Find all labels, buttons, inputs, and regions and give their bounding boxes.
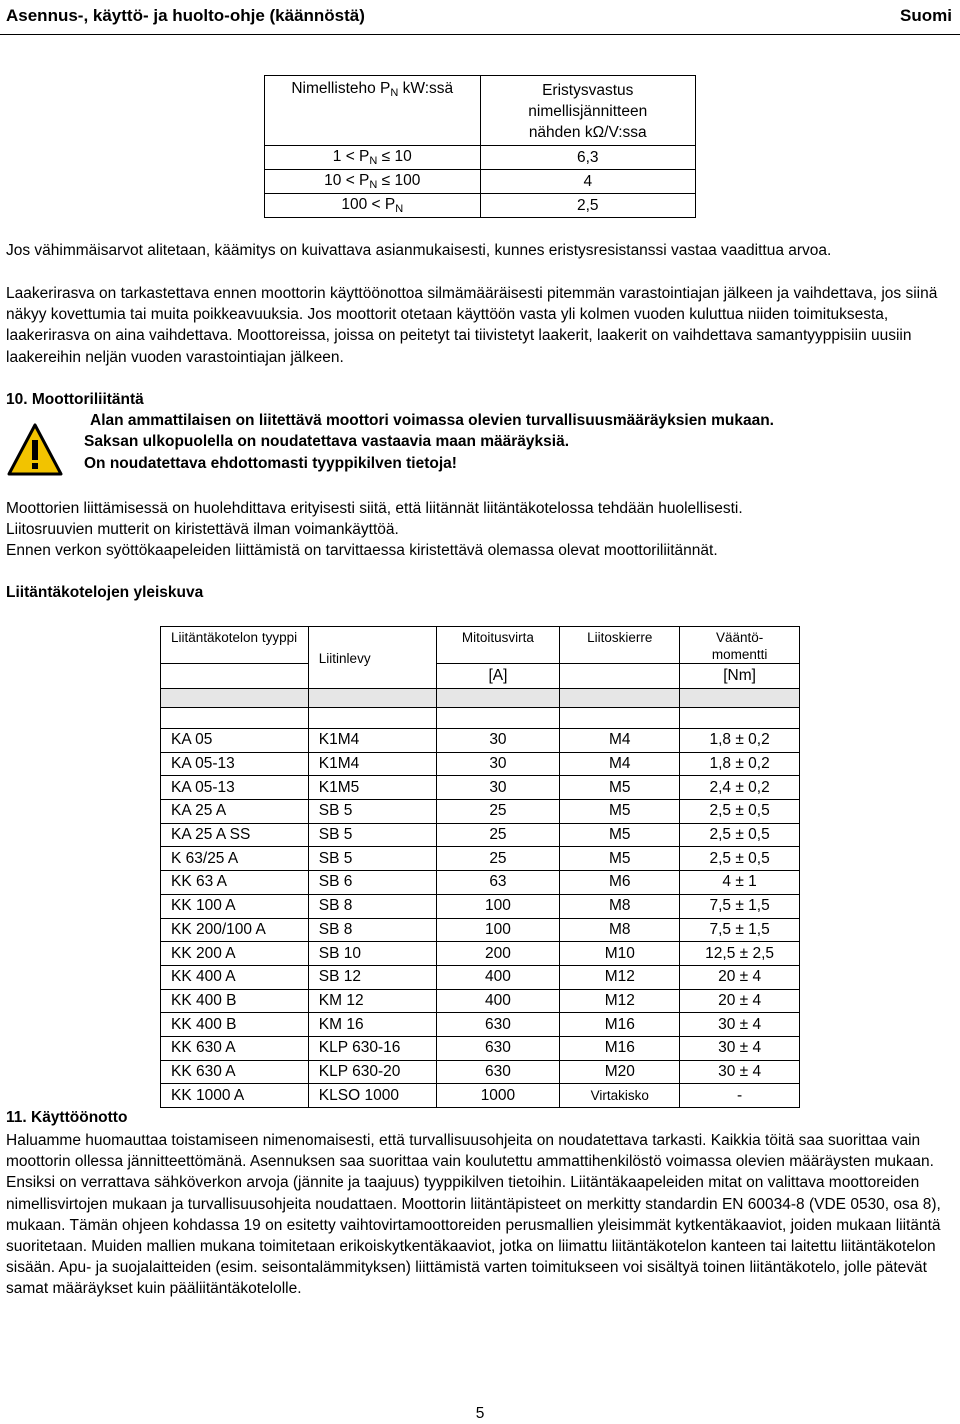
thread-cell: M12 xyxy=(560,989,680,1013)
empty-cell xyxy=(436,708,560,729)
empty-cell xyxy=(436,689,560,708)
power-a: 1 < P xyxy=(332,148,370,165)
thread-cell: M4 xyxy=(560,729,680,753)
power-op: ≤ xyxy=(377,148,395,165)
table-row xyxy=(161,1013,800,1037)
resistance-cell: 2,5 xyxy=(480,194,696,218)
current-cell: 630 xyxy=(436,1036,560,1060)
header-title: Asennus-, käyttö- ja huolto-ohje (käännöstä) xyxy=(6,6,365,25)
header-current-unit: [A] xyxy=(436,664,560,689)
current-cell: 200 xyxy=(436,942,560,966)
table-row xyxy=(161,847,800,871)
torque-cell: 12,5 ± 2,5 xyxy=(680,942,800,966)
page-header xyxy=(0,0,960,35)
current-cell: 100 xyxy=(436,918,560,942)
current-cell: 630 xyxy=(436,1013,560,1037)
table-row xyxy=(265,194,696,218)
table-header-unit-row xyxy=(161,664,800,689)
current-cell: 100 xyxy=(436,894,560,918)
paragraph-min-values: Jos vähimmäisarvot alitetaan, käämitys on kuivattava asianmukaisesti, kunnes eristysresistanssi vastaa vaadittua arvoa. xyxy=(6,242,832,259)
header-torque-line: Vääntö- xyxy=(715,630,764,645)
warning-line: Alan ammattilaisen on liitettävä moottori voimassa olevien turvallisuusmääräyksien mukaan. xyxy=(90,412,774,429)
header-cell-power xyxy=(265,76,481,146)
power-b: 10 xyxy=(394,148,412,165)
plate-cell: KLP 630-16 xyxy=(308,1036,436,1060)
table-row xyxy=(161,752,800,776)
table-spacer-row xyxy=(161,708,800,729)
torque-cell: 30 ± 4 xyxy=(680,1060,800,1084)
plate-cell: SB 8 xyxy=(308,894,436,918)
type-cell: KK 200 A xyxy=(161,942,309,966)
thread-cell: Virtakisko xyxy=(560,1084,680,1108)
plate-cell: KLP 630-20 xyxy=(308,1060,436,1084)
power-sub: N xyxy=(395,203,404,215)
plate-cell: K1M4 xyxy=(308,752,436,776)
table-row xyxy=(265,146,696,170)
type-cell: KK 400 B xyxy=(161,1013,309,1037)
header-resistance-line: Eristysvastus xyxy=(542,82,634,99)
torque-cell: 7,5 ± 1,5 xyxy=(680,918,800,942)
text-line: Liitosruuvien mutterit on kiristettävä ilman voimankäyttöä. xyxy=(6,521,399,539)
table-row xyxy=(161,823,800,847)
thread-cell: M5 xyxy=(560,847,680,871)
torque-cell: 2,5 ± 0,5 xyxy=(680,823,800,847)
empty-cell xyxy=(161,664,309,689)
table-separator-row xyxy=(161,689,800,708)
insulation-resistance-table xyxy=(264,75,696,218)
plate-cell: SB 5 xyxy=(308,847,436,871)
plate-cell: SB 5 xyxy=(308,800,436,824)
header-current: Mitoitusvirta xyxy=(436,627,560,664)
thread-cell: M4 xyxy=(560,752,680,776)
current-cell: 30 xyxy=(436,752,560,776)
header-torque-line: momentti xyxy=(711,647,768,662)
section-11-title: 11. Käyttöönotto xyxy=(6,1109,128,1126)
warning-text-block xyxy=(84,410,774,474)
header-type: Liitäntäkotelon tyyppi xyxy=(161,627,309,664)
thread-cell: M12 xyxy=(560,965,680,989)
type-cell: KA 05-13 xyxy=(161,776,309,800)
header-plate: Liitinlevy xyxy=(308,627,436,689)
power-b: 100 xyxy=(394,172,421,189)
type-cell: KK 200/100 A xyxy=(161,918,309,942)
torque-cell: 2,4 ± 0,2 xyxy=(680,776,800,800)
type-cell: K 63/25 A xyxy=(161,847,309,871)
current-cell: 63 xyxy=(436,871,560,895)
torque-cell: 7,5 ± 1,5 xyxy=(680,894,800,918)
paragraph-bearing-grease: Laakerirasva on tarkastettava ennen moottorin käyttöönottoa silmämääräisesti pitemmän varastointiajan jälkeen ja vaihdettava, jos siinä näkyy kovettumia tai muita poikkeavuuksia. Jos moottorit otetaan käyttöön vasta yli kolmen vuoden kuluttua niiden toimituksesta, laakerirasva on aina vaihdettava. Moottoreissa, joissa on peitetyt tai tiivistetyt laakerit, laakerit on vaihdettava samantyyppisiin uusiin laakereihin neljän vuoden varastointiajan jälkeen. xyxy=(6,285,938,366)
type-cell: KK 63 A xyxy=(161,871,309,895)
power-op: ≤ xyxy=(377,172,395,189)
current-cell: 30 xyxy=(436,776,560,800)
header-power-sub: N xyxy=(390,87,399,99)
empty-cell xyxy=(308,708,436,729)
power-cell xyxy=(265,194,481,218)
type-cell: KK 1000 A xyxy=(161,1084,309,1108)
torque-cell: - xyxy=(680,1084,800,1108)
empty-cell xyxy=(680,689,800,708)
header-thread: Liitoskierre xyxy=(560,627,680,664)
thread-cell: M16 xyxy=(560,1036,680,1060)
plate-cell: SB 6 xyxy=(308,871,436,895)
current-cell: 25 xyxy=(436,847,560,871)
text-line: Moottorien liittämisessä on huolehdittava erityisesti siitä, että liitännät liitäntäkotelossa tehdään huolellisesti. xyxy=(6,500,743,517)
warning-line: On noudatettava ehdottomasti tyyppikilven tietoja! xyxy=(84,454,457,472)
plate-cell: SB 5 xyxy=(308,823,436,847)
torque-cell: 20 ± 4 xyxy=(680,965,800,989)
thread-cell: M10 xyxy=(560,942,680,966)
table-row xyxy=(161,871,800,895)
table-header-row xyxy=(265,76,696,146)
terminal-box-rows xyxy=(161,729,800,1108)
power-sub: N xyxy=(369,155,378,167)
header-torque-unit: [Nm] xyxy=(680,664,800,689)
current-cell: 1000 xyxy=(436,1084,560,1108)
type-cell: KK 100 A xyxy=(161,894,309,918)
table-row xyxy=(161,1060,800,1084)
table-row xyxy=(161,776,800,800)
table-row xyxy=(161,729,800,753)
empty-cell xyxy=(308,689,436,708)
plate-cell: K1M5 xyxy=(308,776,436,800)
table-header-row xyxy=(161,627,800,664)
current-cell: 400 xyxy=(436,965,560,989)
warning-line: Saksan ulkopuolella on noudatettava vastaavia maan määräyksiä. xyxy=(84,433,570,451)
torque-cell: 1,8 ± 0,2 xyxy=(680,729,800,753)
torque-cell: 30 ± 4 xyxy=(680,1013,800,1037)
table-row xyxy=(265,170,696,194)
table-row xyxy=(161,1084,800,1108)
table-row xyxy=(161,894,800,918)
header-cell-resistance xyxy=(480,76,696,146)
current-cell: 30 xyxy=(436,729,560,753)
type-cell: KK 400 B xyxy=(161,989,309,1013)
empty-cell xyxy=(560,689,680,708)
table-row xyxy=(161,1036,800,1060)
header-resistance-line: nimellisjännitteen xyxy=(528,103,648,120)
thread-cell: M16 xyxy=(560,1013,680,1037)
empty-cell xyxy=(560,664,680,689)
thread-cell: M6 xyxy=(560,871,680,895)
torque-cell: 20 ± 4 xyxy=(680,989,800,1013)
thread-cell: M20 xyxy=(560,1060,680,1084)
thread-cell: M5 xyxy=(560,800,680,824)
table-row xyxy=(161,918,800,942)
type-cell: KK 630 A xyxy=(161,1036,309,1060)
plate-cell: K1M4 xyxy=(308,729,436,753)
header-torque xyxy=(680,627,800,664)
overview-title: Liitäntäkotelojen yleiskuva xyxy=(6,584,204,601)
current-cell: 630 xyxy=(436,1060,560,1084)
resistance-cell: 6,3 xyxy=(480,146,696,170)
type-cell: KA 25 A xyxy=(161,800,309,824)
header-resistance-line: nähden kΩ/V:ssa xyxy=(528,124,647,141)
torque-cell: 30 ± 4 xyxy=(680,1036,800,1060)
type-cell: KK 630 A xyxy=(161,1060,309,1084)
section-10-title: 10. Moottoriliitäntä xyxy=(6,391,144,408)
plate-cell: SB 12 xyxy=(308,965,436,989)
warning-triangle-icon xyxy=(6,422,64,478)
current-cell: 400 xyxy=(436,989,560,1013)
header-language: Suomi xyxy=(900,6,952,25)
thread-cell: M8 xyxy=(560,894,680,918)
torque-cell: 1,8 ± 0,2 xyxy=(680,752,800,776)
table-row xyxy=(161,965,800,989)
terminal-box-table xyxy=(160,626,800,1108)
thread-cell: M5 xyxy=(560,823,680,847)
torque-cell: 4 ± 1 xyxy=(680,871,800,895)
power-a: 10 < P xyxy=(324,172,370,189)
page-number: 5 xyxy=(475,1405,485,1422)
exclamation-bar xyxy=(32,440,38,460)
plate-cell: SB 8 xyxy=(308,918,436,942)
section-11-text: Haluamme huomauttaa toistamiseen nimenomaisesti, että turvallisuusohjeita on noudatettava tarkasti. Kaikkia töitä saa suorittaa vain moottorin ollessa jännitteettömänä. Asennuksen saa suorittaa vain koulutettu ammattihenkilöstö voimassa olevien määräysten mukaan. Ensiksi on verrattava sähköverkon arvoja (jännite ja taajuus) tyyppikilven tietoihin. Liitäntäkaapeleiden mitat on valittava moottoreiden nimellisvirtojen mukaan ja turvallisuusohjeita noudattaen. Moottorin liitäntäpisteet on merkitty standardin EN 60034-8 (VDE 0530, osa 8), mukaan. Tämän ohjeen kohdassa 19 on esitetty vaihtovirtamoottoreiden perusmallien yleisimmät kytkentäkaaviot, joiden mukaan liitäntä suoritetaan. Muiden mallien mukana toimitetaan erikoiskytkentäkaaviot, jotka on liimattu liitäntäkotelon kanteen tai laitettu liitäntäkotelon sisään. Apu- ja suojalaitteiden (esim. seisontalämmityksen) liittämistä varten toimitukseen voi sisältyä toinen liitäntäkotelo, jolle pätevät samat määräykset kuin pääliitäntäkotelolle. xyxy=(6,1132,941,1298)
current-cell: 25 xyxy=(436,823,560,847)
section-10-text xyxy=(6,498,954,562)
empty-cell xyxy=(560,708,680,729)
type-cell: KK 400 A xyxy=(161,965,309,989)
thread-cell: M8 xyxy=(560,918,680,942)
type-cell: KA 05-13 xyxy=(161,752,309,776)
power-cell xyxy=(265,146,481,170)
power-sub: N xyxy=(369,179,378,191)
torque-cell: 2,5 ± 0,5 xyxy=(680,847,800,871)
plate-cell: KM 16 xyxy=(308,1013,436,1037)
table-row xyxy=(161,942,800,966)
empty-cell xyxy=(680,708,800,729)
power-cell xyxy=(265,170,481,194)
plate-cell: SB 10 xyxy=(308,942,436,966)
resistance-cell: 4 xyxy=(480,170,696,194)
text-line: Ennen verkon syöttökaapeleiden liittämistä on tarvittaessa kiristettävä olemassa olevat moottoriliitännät. xyxy=(6,542,718,560)
thread-cell: M5 xyxy=(560,776,680,800)
plate-cell: KLSO 1000 xyxy=(308,1084,436,1108)
header-power-text: Nimellisteho P xyxy=(291,80,391,97)
empty-cell xyxy=(161,708,309,729)
torque-cell: 2,5 ± 0,5 xyxy=(680,800,800,824)
plate-cell: KM 12 xyxy=(308,989,436,1013)
current-cell: 25 xyxy=(436,800,560,824)
exclamation-dot xyxy=(32,463,38,469)
table-row xyxy=(161,800,800,824)
type-cell: KA 05 xyxy=(161,729,309,753)
header-power-suffix: kW:ssä xyxy=(398,80,454,97)
type-cell: KA 25 A SS xyxy=(161,823,309,847)
power-a: 100 < P xyxy=(341,196,396,213)
table-row xyxy=(161,989,800,1013)
empty-cell xyxy=(161,689,309,708)
